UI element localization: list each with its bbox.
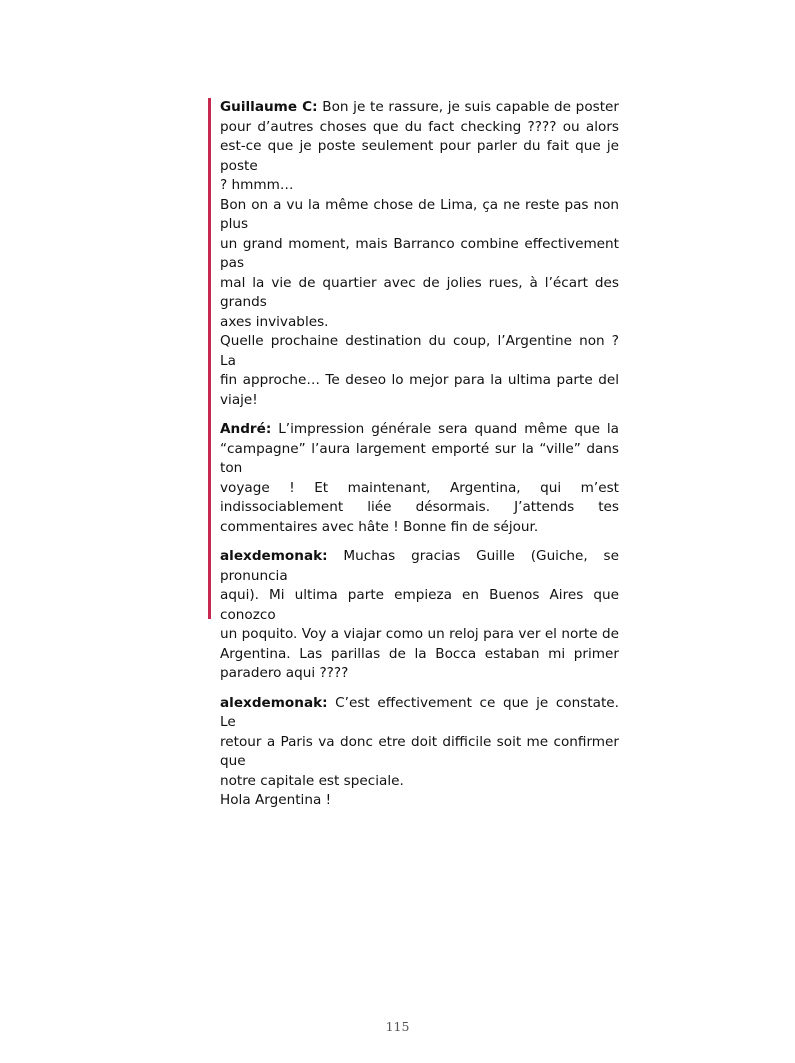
comment-text: Bon je te rassure, je suis capable de poster bbox=[317, 99, 619, 115]
comment-line: pour d’autres choses que du fact checking ???? ou alors bbox=[220, 118, 619, 135]
comment-line: aqui). Mi ultima parte empieza en Buenos Aires que conozco bbox=[220, 587, 619, 623]
comment-line: Hola Argentina ! bbox=[220, 792, 332, 808]
comment-guillaume bbox=[220, 98, 619, 410]
comment-line: axes invivables. bbox=[220, 313, 329, 330]
comment-line: est-ce que je poste seulement pour parler du fait que je poste bbox=[220, 138, 619, 174]
comment-alexdemonak-1 bbox=[220, 547, 619, 684]
comment-line: mal la vie de quartier avec de jolies rues, à l’écart des grands bbox=[220, 274, 619, 310]
comment-author: alexdemonak: bbox=[220, 548, 328, 564]
comment-thread bbox=[208, 98, 619, 808]
comment-line: ? hmmm… bbox=[220, 177, 294, 193]
comment-line: “campagne” l’aura largement emporté sur la “ville” dans ton bbox=[220, 440, 619, 476]
comment-line: paradero aqui ???? bbox=[220, 665, 349, 681]
comment-line bbox=[220, 694, 619, 733]
page-number: 115 bbox=[385, 1019, 410, 1034]
comment-alexdemonak-2 bbox=[220, 694, 619, 811]
comment-line: Quelle prochaine destination du coup, l’Argentine non ? La bbox=[220, 333, 619, 369]
comment-line: un poquito. Voy a viajar como un reloj para ver el norte de bbox=[220, 626, 619, 642]
comment-line: Argentina. Las parillas de la Bocca estaban mi primer bbox=[220, 645, 619, 662]
comment-line: commentaires avec hâte ! Bonne fin de séjour. bbox=[220, 518, 539, 535]
comment-line bbox=[220, 420, 619, 440]
comment-line: notre capitale est speciale. bbox=[220, 772, 404, 789]
comment-text: L’impression générale sera quand même que la bbox=[271, 421, 619, 437]
comment-line: Bon on a vu la même chose de Lima, ça ne reste pas non plus bbox=[220, 196, 619, 232]
comment-line: fin approche… Te deseo lo mejor para la ultima parte del bbox=[220, 372, 619, 388]
comment-line: un grand moment, mais Barranco combine effectivement pas bbox=[220, 235, 619, 271]
comment-line bbox=[220, 547, 619, 586]
comment-line: voyage ! Et maintenant, Argentina, qui m’est bbox=[220, 479, 619, 496]
comment-andre bbox=[220, 420, 619, 537]
comment-author: alexdemonak: bbox=[220, 694, 328, 711]
comment-line: retour a Paris va donc etre doit difficile soit me confirmer que bbox=[220, 733, 619, 769]
comment-line: indissociablement liée désormais. J’attends tes bbox=[220, 499, 619, 515]
comment-text: C’est effectivement ce que je constate. Le bbox=[220, 694, 619, 730]
comment-author: André: bbox=[220, 421, 272, 437]
comment-line: viaje! bbox=[220, 391, 258, 408]
comment-line bbox=[220, 98, 619, 118]
comment-text: Muchas gracias Guille (Guiche, se pronuncia bbox=[220, 548, 619, 584]
comment-author: Guillaume C: bbox=[220, 99, 318, 115]
